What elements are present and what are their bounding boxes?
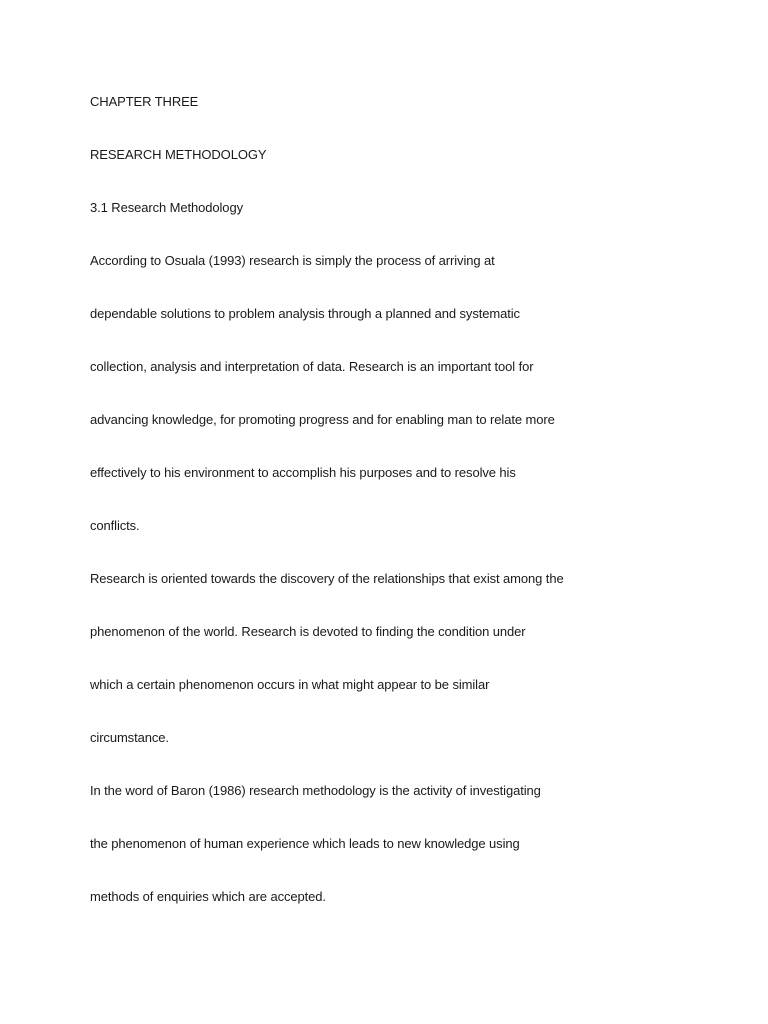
- paragraph-line: which a certain phenomenon occurs in what might appear to be similar: [90, 677, 490, 692]
- paragraph-line: In the word of Baron (1986) research methodology is the activity of investigating: [90, 783, 541, 798]
- paragraph-line: methods of enquiries which are accepted.: [90, 889, 326, 904]
- paragraph-line: collection, analysis and interpretation of data. Research is an important tool for: [90, 359, 534, 374]
- paragraph-line: conflicts.: [90, 518, 140, 533]
- paragraph-line: circumstance.: [90, 730, 169, 745]
- chapter-label: CHAPTER THREE: [90, 94, 199, 109]
- chapter-title: RESEARCH METHODOLOGY: [90, 147, 267, 162]
- paragraph-line: phenomenon of the world. Research is devoted to finding the condition under: [90, 624, 526, 639]
- section-heading: 3.1 Research Methodology: [90, 200, 243, 215]
- paragraph-line: According to Osuala (1993) research is simply the process of arriving at: [90, 253, 495, 268]
- paragraph-line: advancing knowledge, for promoting progress and for enabling man to relate more: [90, 412, 555, 427]
- paragraph-line: dependable solutions to problem analysis through a planned and systematic: [90, 306, 520, 321]
- paragraph-line: the phenomenon of human experience which leads to new knowledge using: [90, 836, 520, 851]
- paragraph-line: Research is oriented towards the discovery of the relationships that exist among the: [90, 571, 564, 586]
- paragraph-line: effectively to his environment to accomplish his purposes and to resolve his: [90, 465, 516, 480]
